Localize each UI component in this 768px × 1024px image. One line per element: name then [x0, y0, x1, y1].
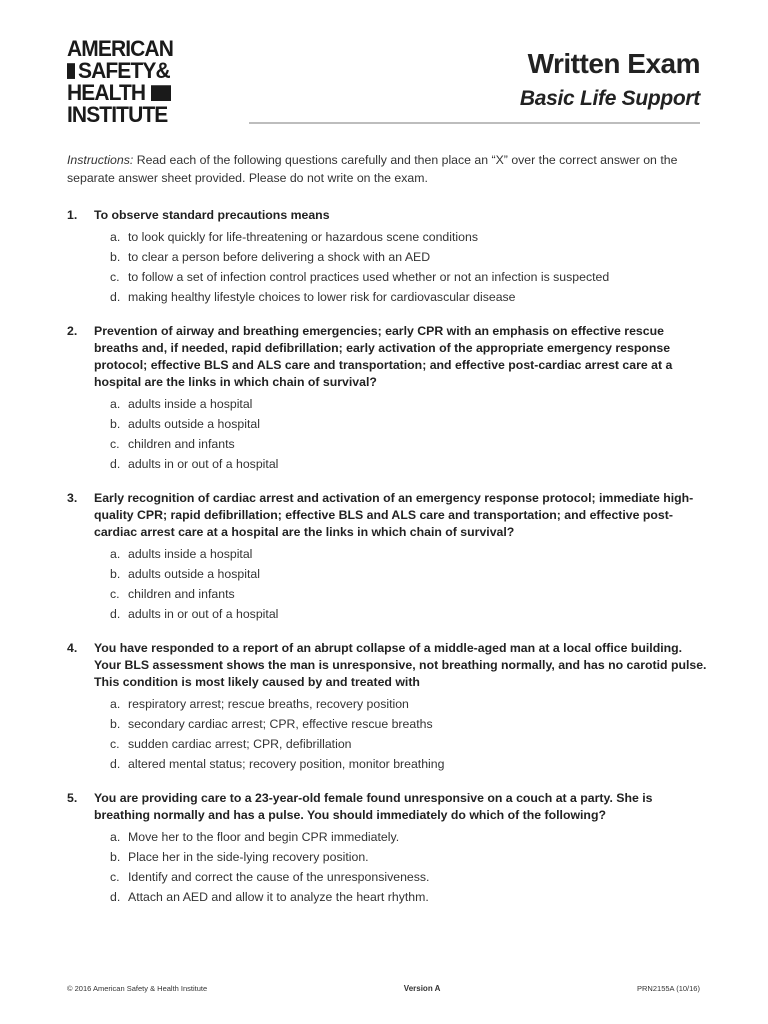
institute-logo: [67, 38, 171, 126]
question-text: You have responded to a report of an abrupt collapse of a middle-aged man at a local office building. Your BLS assessment shows the man is unresponsive, not breathing normally, and has no carotid pulse. This condition is most likely caused by and treated with: [94, 641, 707, 689]
option-letter: a.: [110, 547, 121, 561]
answer-option: [110, 544, 708, 564]
question-number: 2.: [67, 324, 78, 338]
answer-option: [110, 714, 708, 734]
instructions-paragraph: [67, 151, 700, 187]
option-letter: a.: [110, 697, 121, 711]
answer-option: [110, 564, 708, 584]
question-text: Early recognition of cardiac arrest and activation of an emergency response protocol; immediate high-quality CPR; rapid defibrillation; effective BLS and ALS care and transportation; and effective post-cardiac arrest care at a hospital are the links in which chain of survival?: [94, 491, 694, 539]
logo-line-4: INSTITUTE: [67, 103, 168, 128]
option-letter: b.: [110, 250, 121, 264]
answer-option: [110, 227, 708, 247]
option-text: children and infants: [128, 587, 235, 601]
answer-option: [110, 887, 708, 907]
question-list: [67, 207, 708, 923]
option-letter: c.: [110, 437, 120, 451]
option-letter: d.: [110, 757, 121, 771]
answer-option: [110, 394, 708, 414]
option-text: secondary cardiac arrest; CPR, effective rescue breaths: [128, 717, 433, 731]
answer-option: [110, 847, 708, 867]
instructions-lead: Instructions:: [67, 153, 134, 167]
header-titles: [520, 46, 700, 112]
option-letter: c.: [110, 587, 120, 601]
question-number: 5.: [67, 791, 78, 805]
answer-option: [110, 584, 708, 604]
answer-option: [110, 414, 708, 434]
answer-option: [110, 694, 708, 714]
question-number: 3.: [67, 491, 78, 505]
answer-option: [110, 867, 708, 887]
option-text: Place her in the side-lying recovery position.: [128, 850, 369, 864]
question-3: [67, 490, 708, 624]
answer-option: [110, 454, 708, 474]
answer-options: [110, 544, 708, 624]
question-text: You are providing care to a 23-year-old female found unresponsive on a couch at a party. She is breathing normally and has a pulse. You should immediately do which of the following?: [94, 791, 653, 822]
answer-option: [110, 827, 708, 847]
answer-option: [110, 287, 708, 307]
logo-block-right: [151, 85, 171, 101]
footer-code: PRN2155A (10/16): [637, 984, 700, 993]
page-footer: [67, 984, 700, 993]
option-letter: a.: [110, 230, 121, 244]
option-text: Identify and correct the cause of the unresponsiveness.: [128, 870, 430, 884]
option-letter: a.: [110, 830, 121, 844]
option-text: children and infants: [128, 437, 235, 451]
question-2: [67, 323, 708, 474]
question-number: 1.: [67, 208, 78, 222]
answer-option: [110, 604, 708, 624]
answer-option: [110, 754, 708, 774]
option-text: adults outside a hospital: [128, 417, 260, 431]
question-stem: [67, 207, 708, 224]
option-text: adults in or out of a hospital: [128, 607, 279, 621]
option-letter: d.: [110, 290, 121, 304]
answer-options: [110, 694, 708, 774]
option-text: adults inside a hospital: [128, 397, 253, 411]
option-letter: b.: [110, 417, 121, 431]
option-letter: d.: [110, 457, 121, 471]
option-text: Move her to the floor and begin CPR immediately.: [128, 830, 400, 844]
option-text: to look quickly for life-threatening or hazardous scene conditions: [128, 230, 478, 244]
header-divider: [249, 122, 700, 124]
option-letter: c.: [110, 870, 120, 884]
footer-copyright: © 2016 American Safety & Health Institute: [67, 984, 208, 993]
option-text: sudden cardiac arrest; CPR, defibrillation: [128, 737, 352, 751]
option-text: adults inside a hospital: [128, 547, 253, 561]
option-letter: b.: [110, 850, 121, 864]
question-stem: [67, 790, 708, 824]
answer-option: [110, 267, 708, 287]
option-letter: b.: [110, 567, 121, 581]
answer-option: [110, 734, 708, 754]
option-text: to follow a set of infection control practices used whether or not an infection is suspected: [128, 270, 610, 284]
question-4: [67, 640, 708, 774]
option-text: altered mental status; recovery position, monitor breathing: [128, 757, 445, 771]
page-subtitle: Basic Life Support: [519, 87, 700, 110]
question-stem: [67, 490, 708, 541]
logo-block-left: [67, 63, 75, 79]
answer-options: [110, 227, 708, 307]
question-5: [67, 790, 708, 907]
instructions-text: Read each of the following questions carefully and then place an “X” over the correct answer on the separate answer sheet provided. Please do not write on the exam.: [67, 153, 678, 185]
option-text: to clear a person before delivering a shock with an AED: [128, 250, 431, 264]
page-title: Written Exam: [527, 48, 700, 79]
question-stem: [67, 323, 708, 391]
question-text: Prevention of airway and breathing emergencies; early CPR with an emphasis on effective rescue breaths and, if needed, rapid defibrillation; early activation of the appropriate emergency response protocol; effective BLS and ALS care and transportation; and effective post-cardiac arrest care at a hospital are the links in which chain of survival?: [94, 324, 673, 389]
question-1: [67, 207, 708, 307]
answer-options: [110, 394, 708, 474]
answer-option: [110, 247, 708, 267]
option-text: making healthy lifestyle choices to lower risk for cardiovascular disease: [128, 290, 516, 304]
answer-option: [110, 434, 708, 454]
option-letter: a.: [110, 397, 121, 411]
option-letter: c.: [110, 270, 120, 284]
option-letter: c.: [110, 737, 120, 751]
option-letter: d.: [110, 890, 121, 904]
logo-line-1: AMERICAN: [67, 36, 173, 62]
footer-version: Version A: [403, 984, 441, 993]
option-text: respiratory arrest; rescue breaths, recovery position: [128, 697, 409, 711]
logo-line-3: HEALTH: [67, 82, 171, 104]
logo-line-2: SAFETY&: [67, 60, 171, 82]
option-text: adults in or out of a hospital: [128, 457, 279, 471]
option-letter: d.: [110, 607, 121, 621]
question-text: To observe standard precautions means: [94, 208, 330, 222]
question-number: 4.: [67, 641, 78, 655]
answer-options: [110, 827, 708, 907]
question-stem: [67, 640, 708, 691]
option-letter: b.: [110, 717, 121, 731]
option-text: adults outside a hospital: [128, 567, 260, 581]
option-text: Attach an AED and allow it to analyze the heart rhythm.: [128, 890, 429, 904]
